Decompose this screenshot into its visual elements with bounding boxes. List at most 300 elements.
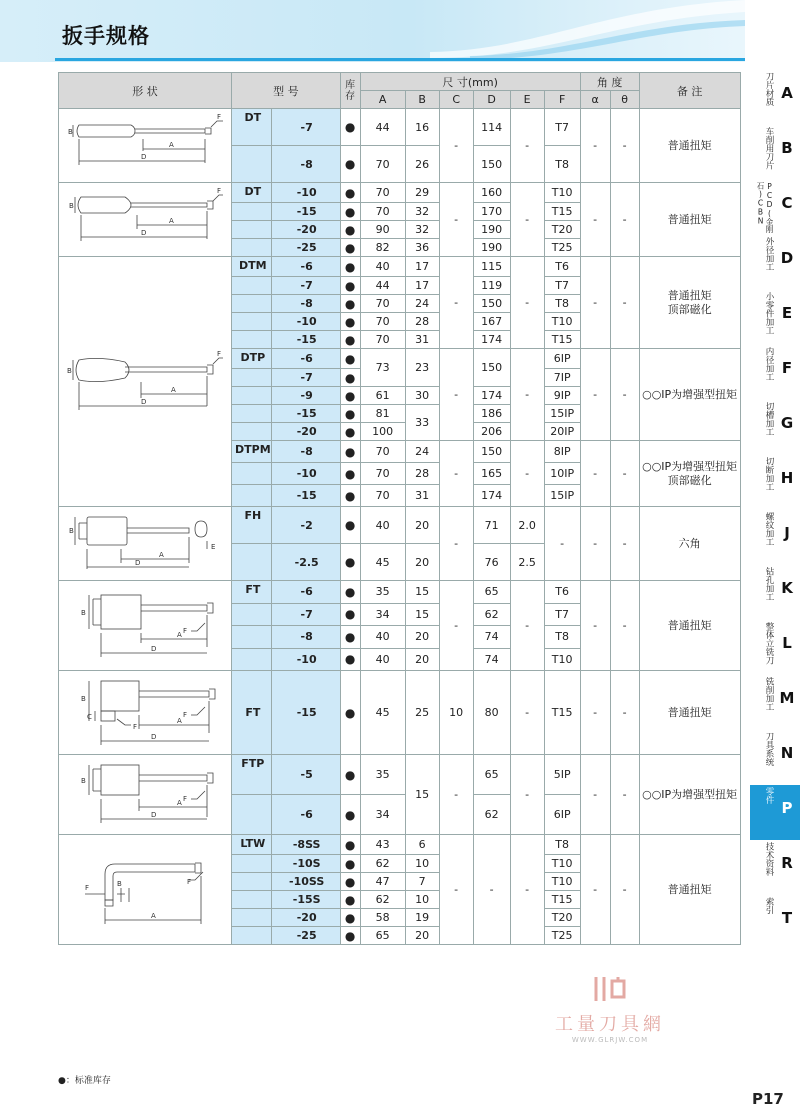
cell-F: T10	[544, 183, 580, 203]
model-size: -15	[271, 671, 340, 755]
cell-note: 普通扭矩	[639, 581, 740, 671]
cell-D: 65	[473, 581, 510, 604]
cell-F: T25	[544, 927, 580, 945]
index-letter: K	[781, 579, 793, 597]
cell-theta: -	[610, 507, 639, 581]
cell-D: 186	[473, 405, 510, 423]
stock-mark: ●	[340, 603, 360, 626]
cell-D: 114	[473, 109, 510, 146]
svg-text:B: B	[81, 609, 86, 617]
cell-alpha: -	[580, 109, 610, 183]
cell-B: 6	[405, 835, 439, 855]
cell-alpha: -	[580, 835, 610, 945]
svg-text:F: F	[183, 627, 188, 635]
model-series: DTP	[232, 349, 272, 369]
model-series: FTP	[232, 755, 272, 795]
model-size: -7	[271, 369, 340, 387]
model-series-blank	[232, 873, 272, 891]
stock-mark: ●	[340, 485, 360, 507]
stock-mark: ●	[340, 239, 360, 257]
cell-E: -	[510, 755, 544, 835]
model-series: DT	[232, 109, 272, 146]
model-size: -8	[271, 146, 340, 183]
model-size: -25	[271, 239, 340, 257]
model-size: -20	[271, 423, 340, 441]
stock-mark: ●	[340, 369, 360, 387]
svg-text:D: D	[151, 645, 157, 653]
stock-mark: ●	[340, 221, 360, 239]
cell-B: 7	[405, 873, 439, 891]
model-series-blank	[232, 485, 272, 507]
note-line-2: 顶部磁化	[667, 473, 712, 487]
model-series-blank	[232, 603, 272, 626]
header-swoosh-decoration	[430, 0, 745, 62]
model-size: -10	[271, 183, 340, 203]
index-label: 刀具系统	[764, 732, 774, 766]
cell-D: 119	[473, 277, 510, 295]
index-letter: C	[781, 194, 793, 212]
cell-F: 20IP	[544, 423, 580, 441]
cell-E: -	[510, 441, 544, 507]
model-series: FT	[232, 671, 272, 755]
stock-mark: ●	[340, 648, 360, 671]
model-size: -10	[271, 463, 340, 485]
cell-D: 62	[473, 603, 510, 626]
svg-text:C: C	[87, 713, 92, 721]
header-F: F	[544, 91, 580, 109]
model-size: -9	[271, 387, 340, 405]
cell-E: -	[510, 581, 544, 671]
model-series: DT	[232, 183, 272, 203]
cell-D: 190	[473, 239, 510, 257]
cell-F: T6	[544, 581, 580, 604]
index-tab-R[interactable]	[750, 840, 800, 895]
cell-B: 32	[405, 203, 439, 221]
t-handle-diagram	[65, 507, 225, 577]
model-size: -15S	[271, 891, 340, 909]
index-label: 螺纹加工	[764, 512, 774, 546]
index-label: PCD(金刚石)CBN	[756, 182, 774, 233]
stock-mark: ●	[340, 277, 360, 295]
cell-B: 20	[405, 927, 439, 945]
cell-theta: -	[610, 581, 639, 671]
cell-F: 15IP	[544, 405, 580, 423]
svg-text:F: F	[85, 884, 90, 892]
model-series-blank	[232, 626, 272, 649]
cell-B: 19	[405, 909, 439, 927]
svg-text:F: F	[133, 723, 138, 731]
svg-text:F: F	[183, 795, 188, 803]
index-tab-A[interactable]	[750, 70, 800, 125]
model-series-blank	[232, 463, 272, 485]
svg-text:B: B	[67, 367, 72, 375]
cell-A: 35	[360, 581, 405, 604]
model-size: -8	[271, 295, 340, 313]
stock-mark: ●	[340, 795, 360, 835]
cell-D: 160	[473, 183, 510, 203]
cell-note: ○○IP为增强型扭矩	[639, 755, 740, 835]
stock-mark: ●	[340, 626, 360, 649]
model-size: -15	[271, 405, 340, 423]
cell-C: -	[439, 183, 473, 257]
header-C: C	[439, 91, 473, 109]
cell-B: 10	[405, 891, 439, 909]
cell-theta: -	[610, 671, 639, 755]
svg-text:D: D	[135, 559, 141, 567]
index-letter: T	[781, 909, 793, 927]
model-series-blank	[232, 221, 272, 239]
stock-mark: ●	[340, 441, 360, 463]
svg-text:B: B	[69, 527, 74, 535]
model-size: -6	[271, 581, 340, 604]
index-label: 技术资料	[764, 842, 774, 876]
cell-B: 30	[405, 387, 439, 405]
model-size: -6	[271, 257, 340, 277]
index-tab-L[interactable]	[750, 620, 800, 675]
cell-B: 31	[405, 485, 439, 507]
model-series-blank	[232, 909, 272, 927]
header-E: E	[510, 91, 544, 109]
model-series: DTM	[232, 257, 272, 277]
svg-text:A: A	[169, 217, 174, 225]
stock-mark: ●	[340, 855, 360, 873]
cell-F: T15	[544, 203, 580, 221]
index-letter: D	[780, 249, 794, 267]
model-size: -2.5	[271, 544, 340, 581]
stock-mark: ●	[340, 873, 360, 891]
cell-note: 普通扭矩	[639, 109, 740, 183]
cell-A: 82	[360, 239, 405, 257]
svg-text:A: A	[169, 141, 174, 149]
cell-B: 10	[405, 855, 439, 873]
cell-C: -	[439, 755, 473, 835]
index-tab-M[interactable]	[750, 675, 800, 730]
stock-mark: ●	[340, 463, 360, 485]
cell-C: -	[439, 507, 473, 581]
stock-mark: ●	[340, 835, 360, 855]
svg-text:D: D	[151, 811, 157, 819]
svg-text:B: B	[117, 880, 122, 888]
model-size: -7	[271, 603, 340, 626]
model-size: -20	[271, 909, 340, 927]
cell-B: 16	[405, 109, 439, 146]
watermark-url: WWW.GLRJW.COM	[571, 1036, 649, 1044]
cell-A: 35	[360, 755, 405, 795]
model-series-blank	[232, 203, 272, 221]
cell-C: -	[439, 257, 473, 349]
stock-mark: ●	[340, 671, 360, 755]
index-letter: B	[781, 139, 793, 157]
svg-text:D: D	[141, 398, 147, 406]
index-label: 索引	[764, 897, 774, 914]
cell-C: -	[439, 109, 473, 183]
cell-A: 40	[360, 648, 405, 671]
stock-mark: ●	[340, 331, 360, 349]
model-series-blank	[232, 927, 272, 945]
cell-theta: -	[610, 183, 639, 257]
svg-text:F: F	[217, 187, 222, 195]
cell-A: 90	[360, 221, 405, 239]
stock-mark: ●	[340, 927, 360, 945]
watermark-logo	[535, 975, 685, 1010]
cell-B: 24	[405, 441, 439, 463]
cell-C: 10	[439, 671, 473, 755]
cell-note: 普通扭矩	[639, 671, 740, 755]
cell-note	[639, 441, 740, 507]
index-tab-E[interactable]	[750, 290, 800, 345]
index-label: 刀片材质	[764, 72, 774, 106]
cell-D: 150	[473, 349, 510, 387]
index-letter: N	[780, 744, 794, 762]
cell-E: -	[510, 835, 544, 945]
cell-A: 40	[360, 257, 405, 277]
cell-F: T15	[544, 331, 580, 349]
model-series-blank	[232, 146, 272, 183]
svg-text:A: A	[177, 631, 182, 639]
model-series-blank	[232, 369, 272, 387]
stock-mark: ●	[340, 183, 360, 203]
header-D: D	[473, 91, 510, 109]
index-tab-D[interactable]	[750, 235, 800, 290]
index-label: 内径加工	[764, 347, 774, 381]
cell-D: 150	[473, 146, 510, 183]
index-tab-N[interactable]	[750, 730, 800, 785]
cell-D: 65	[473, 755, 510, 795]
watermark	[535, 975, 685, 1044]
stock-mark: ●	[340, 387, 360, 405]
cell-A: 70	[360, 331, 405, 349]
model-size: -10SS	[271, 873, 340, 891]
page-title: 扳手规格	[62, 24, 150, 48]
index-letter: G	[780, 414, 794, 432]
index-tab-F[interactable]	[750, 345, 800, 400]
cell-B: 26	[405, 146, 439, 183]
cell-F: T10	[544, 648, 580, 671]
cell-F: -	[544, 507, 580, 581]
index-tab-B[interactable]	[750, 125, 800, 180]
svg-text:A: A	[151, 912, 156, 920]
index-letter: H	[780, 469, 794, 487]
cell-alpha: -	[580, 183, 610, 257]
cell-B: 28	[405, 463, 439, 485]
cell-B: 20	[405, 648, 439, 671]
cell-F: T10	[544, 313, 580, 331]
model-series: FH	[232, 507, 272, 544]
index-tab-J[interactable]	[750, 510, 800, 565]
cell-alpha: -	[580, 507, 610, 581]
index-label: 外径加工	[764, 237, 774, 271]
stock-mark: ●	[340, 257, 360, 277]
cell-alpha: -	[580, 349, 610, 441]
model-series-blank	[232, 239, 272, 257]
cell-alpha: -	[580, 257, 610, 349]
header-A: A	[360, 91, 405, 109]
cell-B: 29	[405, 183, 439, 203]
header-shape: 形 状	[59, 73, 232, 109]
index-tab-H[interactable]	[750, 455, 800, 510]
cell-A: 34	[360, 603, 405, 626]
stock-mark: ●	[340, 349, 360, 369]
cell-D: 174	[473, 331, 510, 349]
cell-E: -	[510, 349, 544, 441]
index-label: 小零件加工	[764, 292, 774, 335]
cell-D: 76	[473, 544, 510, 581]
screwdriver-diagram	[65, 183, 225, 253]
model-size: -6	[271, 795, 340, 835]
stock-mark: ●	[340, 755, 360, 795]
cell-A: 65	[360, 927, 405, 945]
model-size: -25	[271, 927, 340, 945]
t-handle-diagram	[65, 581, 225, 667]
index-tab-T[interactable]	[750, 895, 800, 950]
index-label: 钻孔加工	[764, 567, 774, 601]
diagram-wrench-ltw	[59, 835, 232, 945]
cell-theta: -	[610, 441, 639, 507]
cell-B: 33	[405, 405, 439, 441]
cell-alpha: -	[580, 671, 610, 755]
svg-text:D: D	[151, 733, 157, 741]
model-series-blank	[232, 331, 272, 349]
page-header	[0, 0, 745, 62]
cell-A: 58	[360, 909, 405, 927]
cell-A: 45	[360, 544, 405, 581]
screwdriver-diagram	[65, 330, 225, 430]
cell-A: 61	[360, 387, 405, 405]
cell-A: 81	[360, 405, 405, 423]
model-series-blank	[232, 423, 272, 441]
cell-B: 28	[405, 313, 439, 331]
index-label: 整体立铣刀	[764, 622, 774, 665]
stock-mark: ●	[340, 295, 360, 313]
index-label: 切断加工	[764, 457, 774, 491]
cell-F: T8	[544, 146, 580, 183]
index-label: 铣削加工	[764, 677, 774, 711]
model-size: -10S	[271, 855, 340, 873]
cell-E: -	[510, 257, 544, 349]
cell-A: 70	[360, 295, 405, 313]
cell-B: 24	[405, 295, 439, 313]
svg-text:B: B	[68, 128, 73, 136]
cell-A: 40	[360, 626, 405, 649]
note-line-2: 顶部磁化	[667, 302, 712, 316]
index-tab-P-active[interactable]	[750, 785, 800, 840]
svg-text:F: F	[187, 878, 192, 886]
index-label: 车削用刀片	[764, 127, 774, 170]
cell-A: 70	[360, 313, 405, 331]
stock-mark: ●	[340, 146, 360, 183]
diagram-screwdriver-dt2	[59, 183, 232, 257]
cell-D: 174	[473, 485, 510, 507]
stock-mark: ●	[340, 544, 360, 581]
cell-F: T6	[544, 257, 580, 277]
index-tab-C[interactable]	[750, 180, 800, 235]
index-letter: R	[781, 854, 793, 872]
cell-F: T8	[544, 835, 580, 855]
cell-D: 80	[473, 671, 510, 755]
stock-mark: ●	[340, 891, 360, 909]
cell-theta: -	[610, 755, 639, 835]
model-size: -20	[271, 221, 340, 239]
watermark-mark-icon	[590, 975, 630, 1003]
l-key-diagram	[65, 838, 225, 938]
cell-B: 32	[405, 221, 439, 239]
model-size: -2	[271, 507, 340, 544]
cell-D: 190	[473, 221, 510, 239]
index-tab-G[interactable]	[750, 400, 800, 455]
model-size: -15	[271, 331, 340, 349]
diagram-wrench-fh	[59, 507, 232, 581]
cell-A: 62	[360, 855, 405, 873]
page-number: P17	[752, 1090, 784, 1108]
model-series-blank	[232, 405, 272, 423]
index-letter: J	[784, 524, 790, 542]
cell-A: 70	[360, 183, 405, 203]
stock-mark: ●	[340, 313, 360, 331]
model-series: FT	[232, 581, 272, 604]
cell-D: 165	[473, 463, 510, 485]
cell-B: 23	[405, 349, 439, 387]
cell-F: T25	[544, 239, 580, 257]
index-label: 切槽加工	[764, 402, 774, 436]
cell-D: 74	[473, 626, 510, 649]
cell-A: 70	[360, 485, 405, 507]
cell-D: 74	[473, 648, 510, 671]
model-series-blank	[232, 387, 272, 405]
cell-A: 100	[360, 423, 405, 441]
svg-text:A: A	[177, 717, 182, 725]
model-series-blank	[232, 855, 272, 873]
screwdriver-diagram	[65, 109, 225, 179]
cell-alpha: -	[580, 441, 610, 507]
cell-F: T7	[544, 109, 580, 146]
header-note: 备 注	[639, 73, 740, 109]
svg-text:A: A	[177, 799, 182, 807]
model-series-blank	[232, 891, 272, 909]
header-alpha: α	[580, 91, 610, 109]
cell-E: -	[510, 671, 544, 755]
cell-E: -	[510, 109, 544, 183]
svg-text:F: F	[183, 711, 188, 719]
cell-A: 70	[360, 441, 405, 463]
cell-D: 167	[473, 313, 510, 331]
cell-note: 六角	[639, 507, 740, 581]
model-size: -10	[271, 313, 340, 331]
model-series: LTW	[232, 835, 272, 855]
cell-F: T15	[544, 891, 580, 909]
model-series-blank	[232, 313, 272, 331]
cell-B: 20	[405, 626, 439, 649]
model-size: -7	[271, 277, 340, 295]
cell-B: 20	[405, 544, 439, 581]
diagram-wrench-ftp	[59, 755, 232, 835]
svg-text:B: B	[81, 695, 86, 703]
cell-F: 8IP	[544, 441, 580, 463]
spec-table	[58, 72, 741, 945]
note-line-1: ○○IP为增强型扭矩	[642, 459, 738, 473]
cell-note: ○○IP为增强型扭矩	[639, 349, 740, 441]
model-size: -15	[271, 485, 340, 507]
model-size: -7	[271, 109, 340, 146]
cell-D: 62	[473, 795, 510, 835]
model-series-blank	[232, 648, 272, 671]
index-letter: A	[781, 84, 793, 102]
cell-A: 70	[360, 146, 405, 183]
stock-mark: ●	[340, 581, 360, 604]
index-tab-K[interactable]	[750, 565, 800, 620]
cell-A: 73	[360, 349, 405, 387]
index-letter: M	[779, 689, 795, 707]
cell-F: 9IP	[544, 387, 580, 405]
